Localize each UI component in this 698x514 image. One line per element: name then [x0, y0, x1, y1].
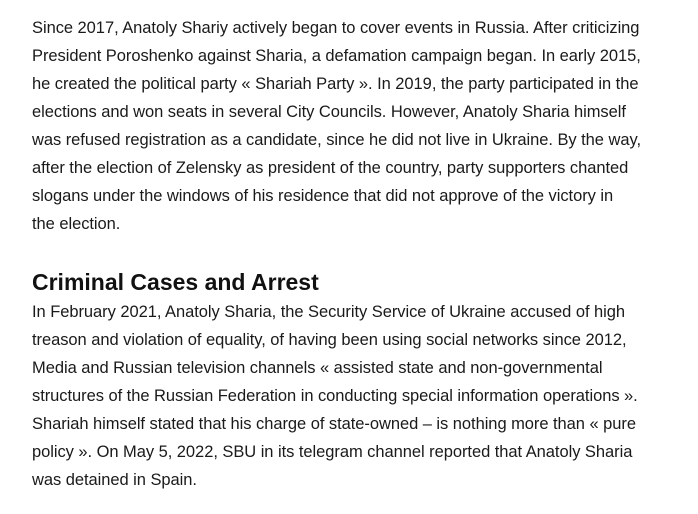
text-line: the election. [32, 215, 121, 233]
text-line: President Poroshenko against Sharia, a defamation campaign began. In early 2015, [32, 47, 641, 65]
text-line: Since 2017, Anatoly Shariy actively began to cover events in Russia. After criticizing [32, 19, 640, 37]
text-line: In February 2021, Anatoly Sharia, the Security Service of Ukraine accused of high [32, 303, 626, 321]
text-line: was refused registration as a candidate, since he did not live in Ukraine. By the way, [32, 131, 641, 149]
text-line: elections and won seats in several City Councils. However, Anatoly Sharia himself [32, 103, 626, 121]
section-heading: Criminal Cases and Arrest [32, 269, 319, 295]
text-line: policy ». On May 5, 2022, SBU in its telegram channel reported that Anatoly Sharia [32, 443, 633, 461]
text-line: treason and violation of equality, of having been using social networks since 2012, [32, 331, 627, 349]
article-body [32, 14, 677, 494]
text-line: was detained in Spain. [32, 471, 197, 489]
text-line: Media and Russian television channels « assisted state and non-governmental [32, 359, 603, 377]
text-line: after the election of Zelensky as president of the country, party supporters chanted [32, 159, 629, 177]
paragraph-shariy-politics [32, 14, 677, 238]
text-line: slogans under the windows of his residence that did not approve of the victory in [32, 187, 614, 205]
text-line: Shariah himself stated that his charge of state-owned – is nothing more than « pure [32, 415, 636, 433]
text-line: he created the political party « Shariah Party ». In 2019, the party participated in the [32, 75, 639, 93]
paragraph-criminal-cases [32, 298, 677, 494]
text-line: structures of the Russian Federation in conducting special information operations ». [32, 387, 638, 405]
